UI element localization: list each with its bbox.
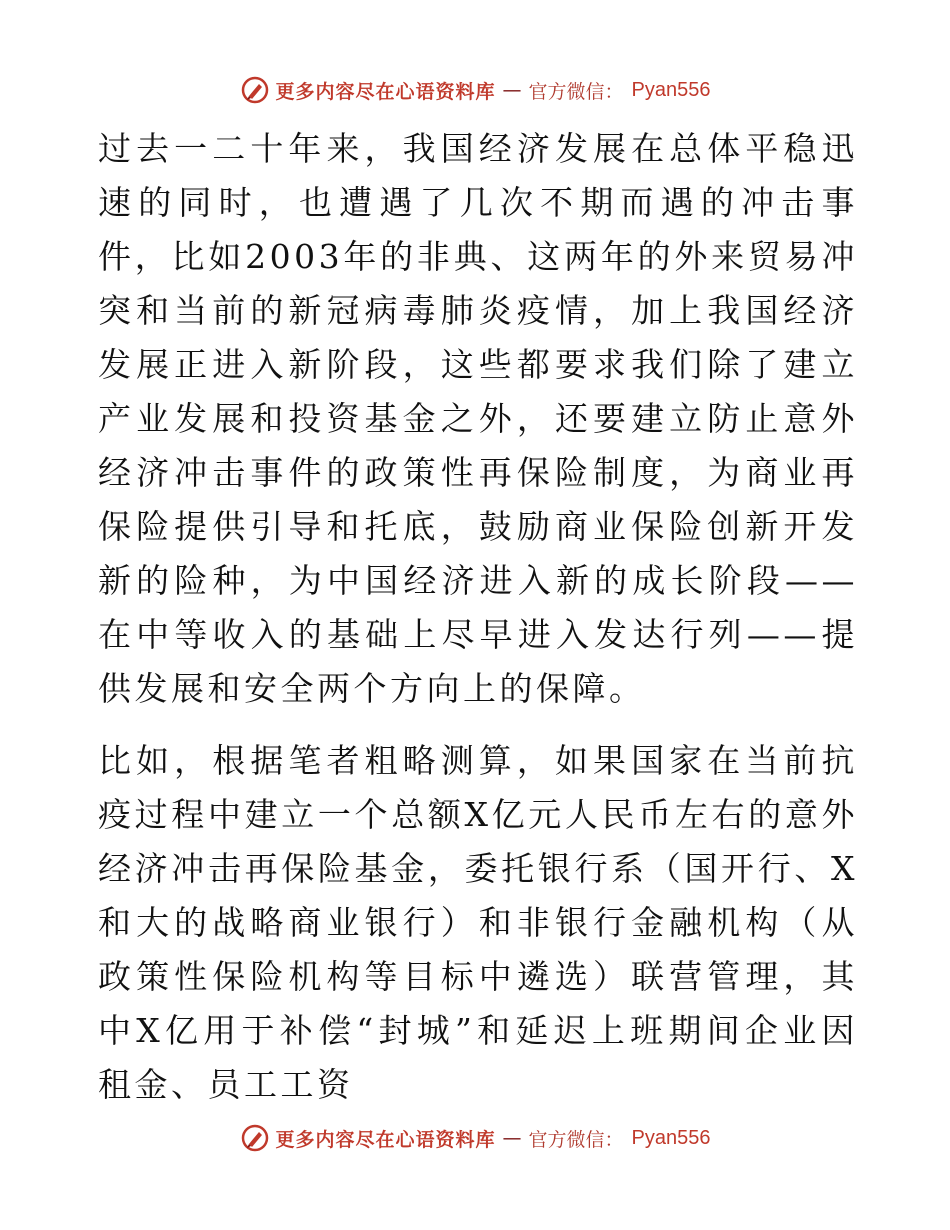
header-banner (0, 70, 950, 110)
banner-contact-id: Pyan556 (631, 1126, 711, 1149)
document-body (98, 122, 858, 1112)
paragraph-1: 过去一二十年来，我国经济发展在总体平稳迅速的同时，也遭遇了几次不期而遇的冲击事件，比如2003年的非典、这两年的外来贸易冲突和当前的新冠病毒肺炎疫情，加上我国经济发展正进入新阶段，这些都要求我们除了建立产业发展和投资基金之外，还要建立防止意外经济冲击事件的政策性再保险制度，为商业再保险提供引导和托底，鼓励商业保险创新开发新的险种，为中国经济进入新的成长阶段——在中等收入的基础上尽早进入发达行列——提供发展和安全两个方向上的保障。 (98, 129, 858, 708)
banner-contact-label: 官方微信： (528, 1128, 624, 1151)
banner-dash: — (502, 1127, 522, 1149)
banner-contact-label: 官方微信： (528, 80, 624, 103)
banner-contact-id: Pyan556 (631, 78, 711, 101)
banner-dash: — (502, 79, 522, 101)
paragraph-2: 比如，根据笔者粗略测算，如果国家在当前抗疫过程中建立一个总额X亿元人民币左右的意外经济冲击再保险基金，委托银行系（国开行、X和大的战略商业银行）和非银行金融机构（从政策性保险机构等目标中遴选）联营管理，其中X亿用于补偿“封城”和延迟上班期间企业因租金、员工工资 (98, 741, 858, 1104)
footer-banner (0, 1118, 950, 1158)
banner-text: 更多内容尽在心语资料库 (275, 80, 496, 103)
pen-circle-icon (240, 75, 270, 105)
pen-circle-icon (240, 1123, 270, 1153)
banner-text: 更多内容尽在心语资料库 (275, 1128, 496, 1151)
